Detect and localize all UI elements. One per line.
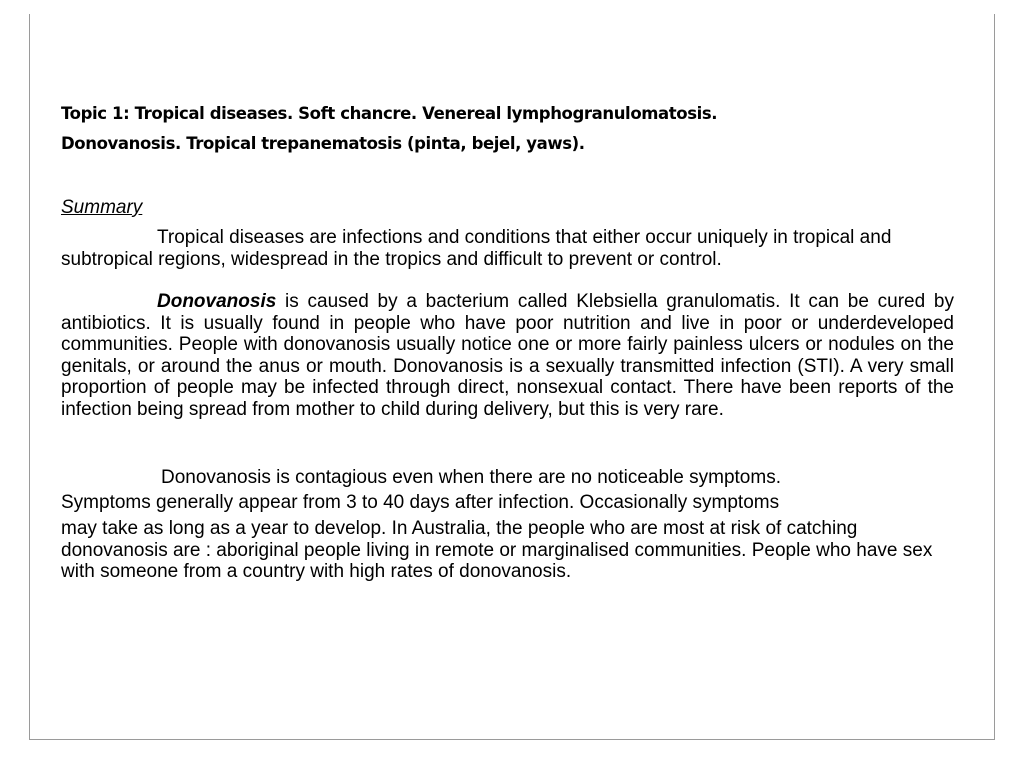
- summary-heading: Summary: [61, 197, 143, 218]
- paragraph-contagious-rest: [61, 518, 954, 583]
- paragraph-contagious-intro: [61, 465, 954, 515]
- paragraph-2-text: is caused by a bacterium called Klebsiella granulomatis. It can be cured by antibiotics. It is usually found in people who have poor nutrition and live in poor or underdeveloped communities. People with donovanosis usually notice one or more fairly painless ulcers or nodules on the genitals, or around the anus or mouth. Donovanosis is a sexually transmitted infection (STI). A very small proportion of people may be infected through direct, nonsexual contact. There have been reports of the infection being spread from mother to child during delivery, but this is very rare.: [61, 291, 954, 420]
- topic-title-line-2: Donovanosis. Tropical trepanematosis (pinta, bejel, yaws).: [61, 134, 585, 153]
- paragraph-tropical-diseases: [61, 227, 954, 270]
- paragraph-donovanosis: [61, 291, 954, 420]
- paragraph-1-text: Tropical diseases are infections and conditions that either occur uniquely in tropical and subtropical regions, widespread in the tropics and difficult to prevent or control.: [61, 227, 892, 270]
- paragraph-3-line-2: Symptoms generally appear from 3 to 40 days after infection. Occasionally symptoms: [61, 492, 780, 513]
- paragraph-3-rest: may take as long as a year to develop. In Australia, the people who are most at risk of catching donovanosis are : aboriginal people living in remote or marginalised communities. People who have sex with someone from a country with high rates of donovanosis.: [61, 518, 933, 582]
- paragraph-3-line-1: Donovanosis is contagious even when there are no noticeable symptoms.: [161, 467, 781, 488]
- donovanosis-term: Donovanosis: [157, 291, 277, 312]
- topic-title-line-1: Topic 1: Tropical diseases. Soft chancre. Venereal lymphogranulomatosis.: [61, 104, 718, 123]
